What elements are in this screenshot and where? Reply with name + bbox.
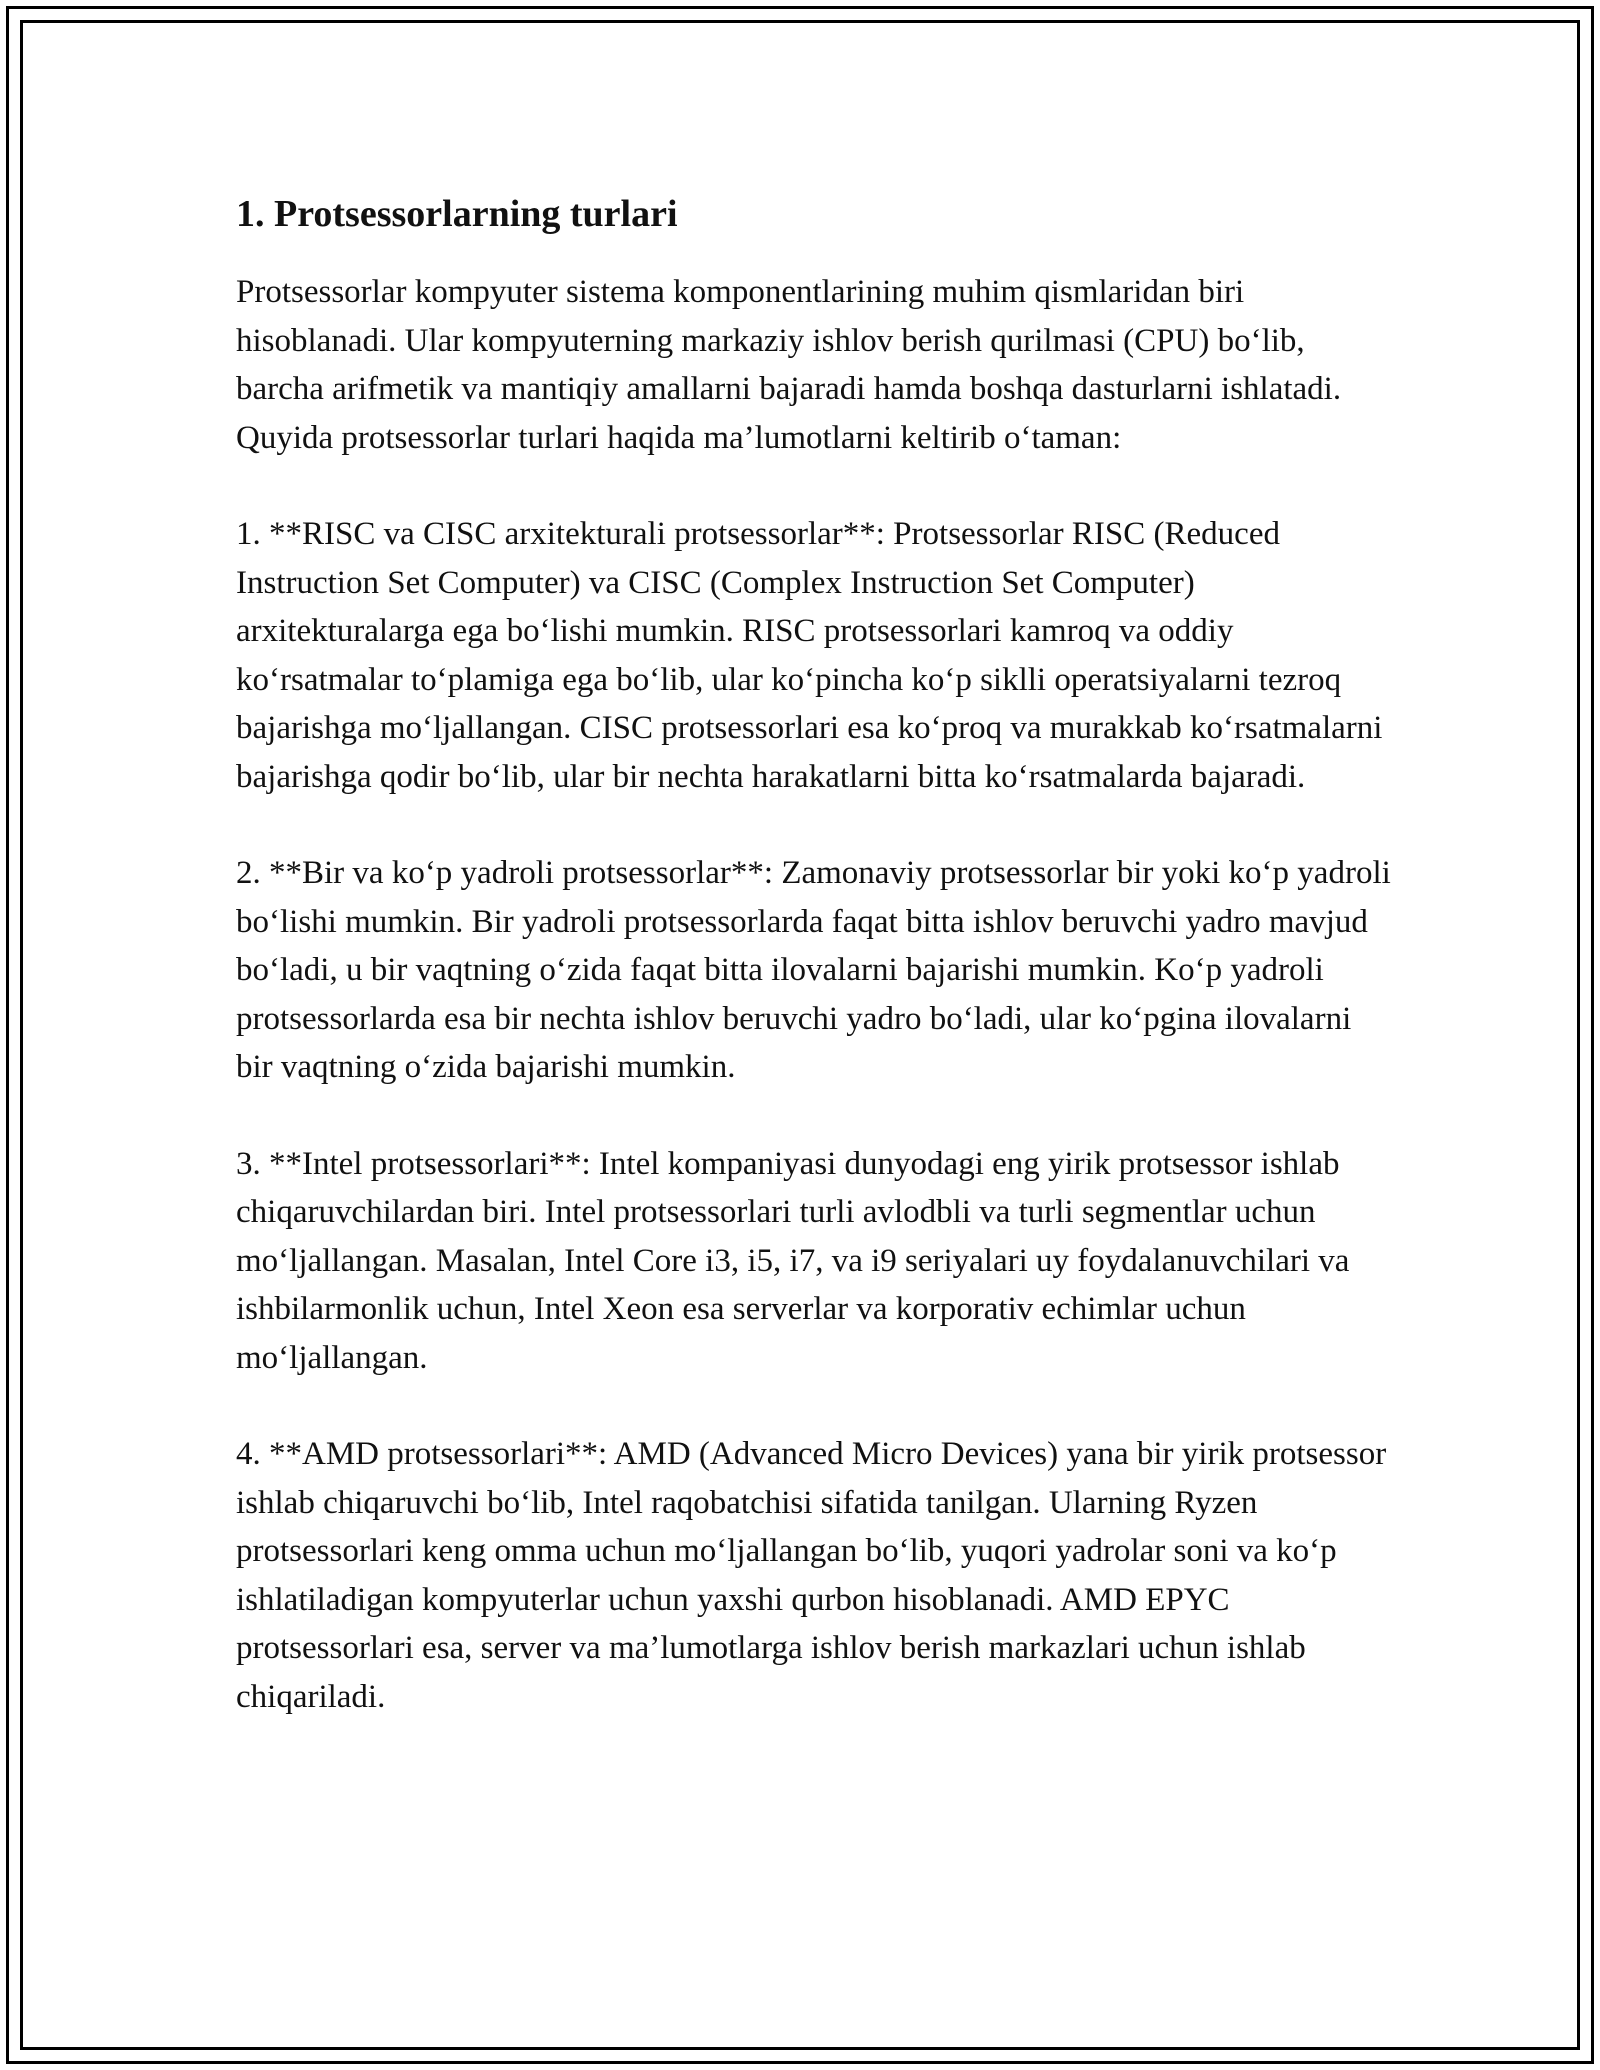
- intro-paragraph: Protsessorlar kompyuter sistema komponentlarining muhim qismlaridan biri hisoblanadi. Ular kompyuterning markaziy ishlov berish qurilmasi (CPU) bo‘lib, barcha arifmetik va mantiqiy amallarni bajaradi hamda boshqa dasturlarni ishlatadi. Quyida protsessorlar turlari haqida ma’lumotlarni keltirib o‘taman:: [236, 274, 1342, 456]
- paragraph-multicore: 2. **Bir va ko‘p yadroli protsessorlar**: Zamonaviy protsessorlar bir yoki ko‘p yadroli bo‘lishi mumkin. Bir yadroli protsessorlarda faqat bitta ishlov beruvchi yadro mavjud bo‘ladi, u bir vaqtning o‘zida faqat bitta ilovalarni bajarishi mumkin. Ko‘p yadroli protsessorlarda esa bir nechta ishlov beruvchi yadro bo‘ladi, ular ko‘pgina ilovalarni bir vaqtning o‘zida bajarishi mumkin.: [236, 855, 1391, 1085]
- document-title: 1. Protsessorlarning turlari: [236, 193, 678, 235]
- document-body: [236, 190, 1396, 1769]
- paragraph-risc-cisc: 1. **RISC va CISC arxitekturali protsessorlar**: Protsessorlar RISC (Reduced Instruction Set Computer) va CISC (Complex Instruction Set Computer) arxitekturalarga ega bo‘lishi mumkin. RISC protsessorlari kamroq va oddiy ko‘rsatmalar to‘plamiga ega bo‘lib, ular ko‘pincha ko‘p siklli operatsiyalarni tezroq bajarishga mo‘ljallangan. CISC protsessorlari esa ko‘proq va murakkab ko‘rsatmalarni bajarishga qodir bo‘lib, ular bir nechta harakatlarni bitta ko‘rsatmalarda bajaradi.: [236, 516, 1383, 795]
- paragraph-amd: 4. **AMD protsessorlari**: AMD (Advanced Micro Devices) yana bir yirik protsessor ishlab chiqaruvchi bo‘lib, Intel raqobatchisi sifatida tanilgan. Ularning Ryzen protsessorlari keng omma uchun mo‘ljallangan bo‘lib, yuqori yadrolar soni va ko‘p ishlatiladigan kompyuterlar uchun yaxshi qurbon hisoblanadi. AMD EPYC protsessorlari esa, server va ma’lumotlarga ishlov berish markazlari uchun ishlab chiqariladi.: [236, 1436, 1387, 1715]
- paragraph-intel: 3. **Intel protsessorlari**: Intel kompaniyasi dunyodagi eng yirik protsessor ishlab chiqaruvchilardan biri. Intel protsessorlari turli avlodbli va turli segmentlar uchun mo‘ljallangan. Masalan, Intel Core i3, i5, i7, va i9 seriyalari uy foydalanuvchilari va ishbilarmonlik uchun, Intel Xeon esa serverlar va korporativ echimlar uchun mo‘ljallangan.: [236, 1145, 1350, 1376]
